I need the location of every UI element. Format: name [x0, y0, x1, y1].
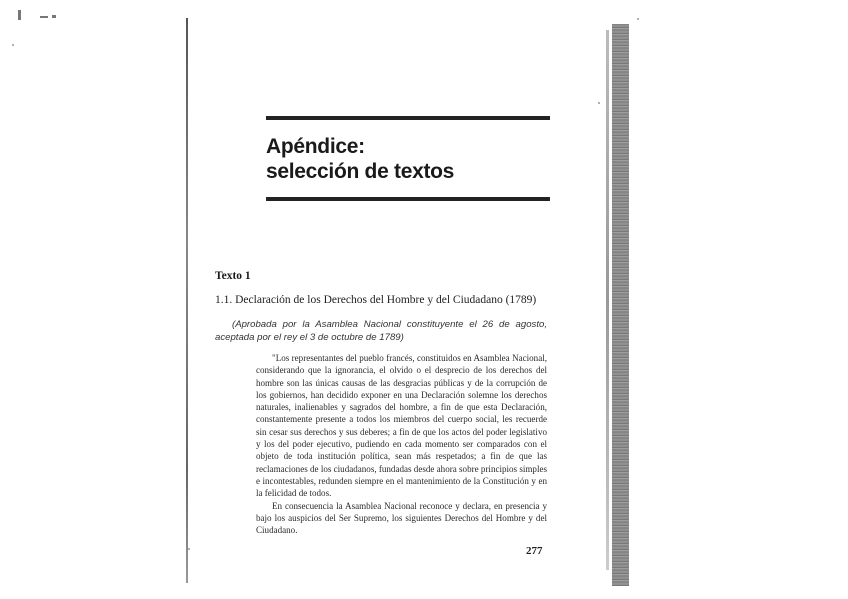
- book-spine-edge: [606, 30, 609, 570]
- scan-mark: [40, 16, 48, 18]
- chapter-heading-line2: selección de textos: [266, 160, 455, 183]
- scan-mark: [52, 15, 56, 18]
- declaration-text: [256, 352, 547, 536]
- chapter-heading: [266, 134, 454, 184]
- scan-mark: [18, 10, 21, 20]
- page-number: 277: [526, 545, 543, 557]
- declaration-paragraph-1: "Los representantes del pueblo francés, constituidos en Asamblea Nacional, considerando que la ignorancia, el olvido o el desprecio de los derechos del hombre son las únicas causas de las desgracias públicas y de la corrupción de los gobiernos, han decidido exponer en una Declaración solemne los derechos naturales, inalienables y sagrados del hombre, a fin de que esta Declaración, constantemente presente a todos los miembros del cuerpo social, les recuerde sin cesar sus derechos y sus deberes; a fin de que los actos del poder legislativo y los del poder ejecutivo, pudiendo en cada momento ser comparados con el objeto de toda institución política, sean más respetados; a fin de que las reclamaciones de los ciudadanos, fundadas desde ahora sobre principios simples e incontestables, redunden siempre en el mantenimiento de la Constitución y en la felicidad de todos.: [256, 353, 547, 499]
- heading-rule-top: [266, 116, 550, 120]
- scan-speck: [637, 18, 639, 20]
- texto-label: Texto 1: [215, 270, 251, 282]
- page-gutter-line: [186, 18, 188, 583]
- declaration-paragraph-2: En consecuencia la Asamblea Nacional reconoce y declara, en presencia y bajo los auspicios del Ser Supremo, los siguientes Derechos del Hombre y del Ciudadano.: [256, 500, 547, 536]
- chapter-heading-line1: Apéndice:: [266, 135, 365, 158]
- approval-note: (Aprobada por la Asamblea Nacional constituyente el 26 de agosto, aceptada por el rey el 3 de octubre de 1789): [215, 319, 547, 343]
- scan-speck: [12, 44, 14, 46]
- section-title: 1.1. Declaración de los Derechos del Hombre y del Ciudadano (1789): [215, 294, 537, 306]
- book-spine-shadow: [612, 24, 629, 586]
- heading-rule-bottom: [266, 197, 550, 201]
- scan-speck: [598, 102, 600, 104]
- scan-speck: [188, 548, 190, 550]
